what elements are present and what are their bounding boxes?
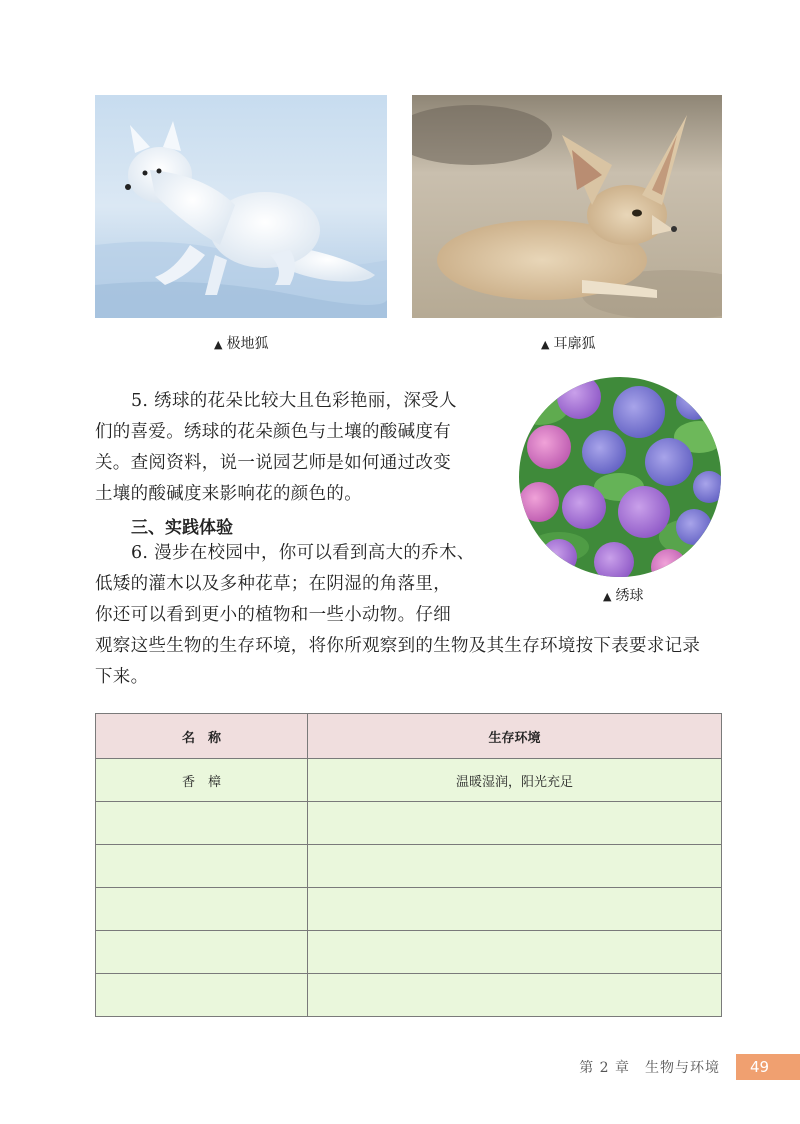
header-environment: 生存环境	[308, 714, 722, 759]
arctic-fox-caption: ▲ 极地狐	[214, 336, 269, 352]
chapter-title: 第 2 章 生物与环境	[579, 1060, 720, 1076]
cell-environment	[308, 845, 722, 888]
cell-environment	[308, 888, 722, 931]
table-row	[96, 802, 722, 845]
cell-environment	[308, 931, 722, 974]
page-number: 49	[736, 1054, 800, 1080]
question-6: 6. 漫步在校园中，你可以看到高大的乔木、 低矮的灌木以及多种花草；在阴湿的角落里， 你还可以看到更小的植物和一些小动物。仔细 观察这些生物的生存环境，将你所观察到的生物及其生存环境按下表要求记录 下来。	[95, 543, 701, 687]
triangle-marker-icon: ▲	[214, 338, 223, 351]
header-name: 名 称	[96, 714, 308, 759]
table-row	[96, 845, 722, 888]
observation-table	[95, 713, 722, 1017]
cell-environment: 温暖湿润，阳光充足	[308, 759, 722, 802]
triangle-marker-icon: ▲	[541, 338, 550, 351]
cell-name	[96, 888, 308, 931]
section-title-practice: 三、实践体验	[131, 518, 233, 538]
fennec-fox-caption: ▲ 耳廓狐	[541, 336, 596, 352]
table-row	[96, 888, 722, 931]
hydrangea-photo	[519, 377, 721, 577]
cell-name	[96, 931, 308, 974]
cell-environment	[308, 974, 722, 1017]
cell-name	[96, 802, 308, 845]
arctic-fox-photo	[95, 95, 387, 318]
fennec-fox-photo	[412, 95, 722, 318]
cell-environment	[308, 802, 722, 845]
cell-name	[96, 845, 308, 888]
hydrangea-caption: ▲ 绣球	[603, 588, 644, 604]
table-row	[96, 759, 722, 802]
page-footer	[579, 1054, 800, 1080]
table-header-row	[96, 714, 722, 759]
question-5: 5. 绣球的花朵比较大且色彩艳丽，深受人 们的喜爱。绣球的花朵颜色与土壤的酸碱度有 关。查阅资料，说一说园艺师是如何通过改变 土壤的酸碱度来影响花的颜色的。	[95, 391, 457, 504]
triangle-marker-icon: ▲	[603, 590, 612, 603]
cell-name	[96, 974, 308, 1017]
table-row	[96, 974, 722, 1017]
cell-name: 香 樟	[96, 759, 308, 802]
table-row	[96, 931, 722, 974]
